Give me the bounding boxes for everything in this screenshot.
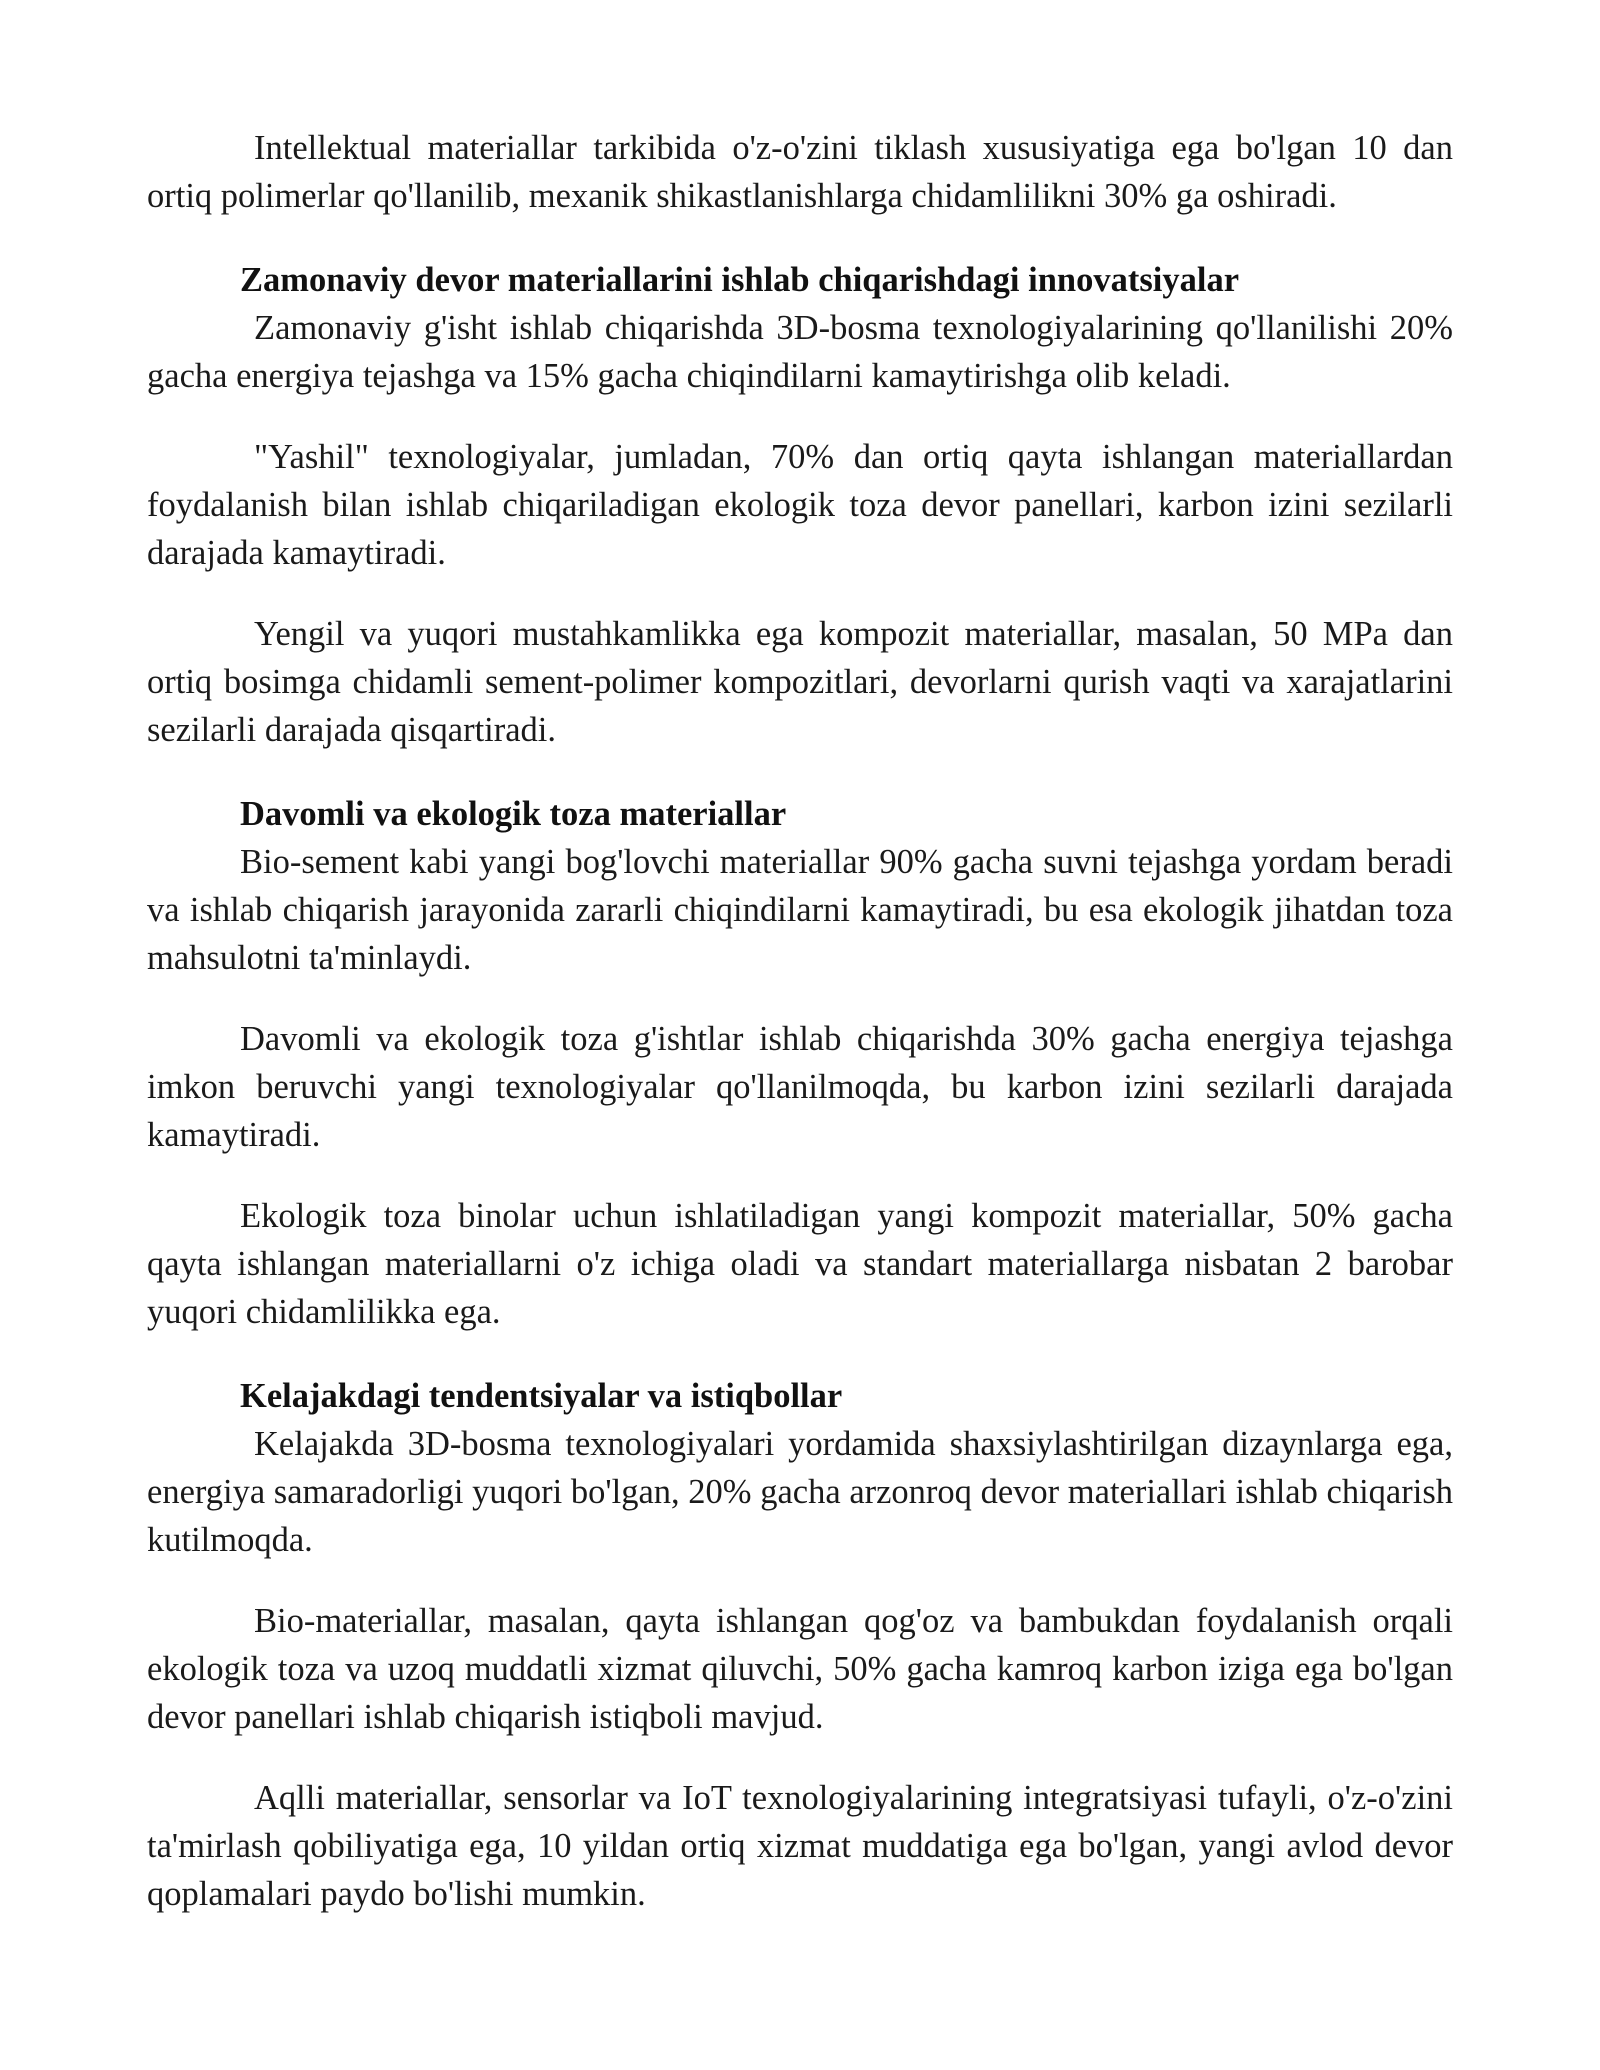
paragraph: Kelajakda 3D-bosma texnologiyalari yordamida shaxsiylashtirilgan dizaynlarga ega, energiya samaradorligi yuqori bo'lgan, 20% gacha arzonroq devor materiallari ishlab chiqarish kutilmoqda. bbox=[147, 1425, 1453, 1559]
paragraph: Davomli va ekologik toza g'ishtlar ishlab chiqarishda 30% gacha energiya tejashga imkon beruvchi yangi texnologiyalar qo'llanilmoqda, bu karbon izini sezilarli darajada kamaytiradi. bbox=[147, 1020, 1453, 1154]
paragraph: Aqlli materiallar, sensorlar va IoT texnologiyalarining integratsiyasi tufayli, o'z-o'zini ta'mirlash qobiliyatiga ega, 10 yildan ortiq xizmat muddatiga ega bo'lgan, yangi avlod devor qoplamalari paydo bo'lishi mumkin. bbox=[147, 1779, 1453, 1913]
section-heading: Davomli va ekologik toza materiallar bbox=[240, 795, 787, 833]
paragraph: Yengil va yuqori mustahkamlikka ega kompozit materiallar, masalan, 50 MPa dan ortiq bosimga chidamli sement-polimer kompozitlari, devorlarni qurish vaqti va xarajatlarini sezilarli darajada qisqartiradi. bbox=[147, 615, 1453, 749]
section-heading: Zamonaviy devor materiallarini ishlab chiqarishdagi innovatsiyalar bbox=[240, 261, 1240, 299]
paragraph: Intellektual materiallar tarkibida o'z-o'zini tiklash xususiyatiga ega bo'lgan 10 dan ortiq polimerlar qo'llanilib, mexanik shikastlanishlarga chidamlilikni 30% ga oshiradi. bbox=[147, 129, 1453, 215]
paragraph: Bio-materiallar, masalan, qayta ishlangan qog'oz va bambukdan foydalanish orqali ekologik toza va uzoq muddatli xizmat qiluvchi, 50% gacha kamroq karbon iziga ega bo'lgan devor panellari ishlab chiqarish istiqboli mavjud. bbox=[147, 1602, 1453, 1736]
document-body bbox=[147, 124, 1453, 1918]
paragraph: "Yashil" texnologiyalar, jumladan, 70% dan ortiq qayta ishlangan materiallardan foydalanish bilan ishlab chiqariladigan ekologik toza devor panellari, karbon izini sezilarli darajada kamaytiradi. bbox=[147, 438, 1453, 572]
section-heading: Kelajakdagi tendentsiyalar va istiqbollar bbox=[240, 1377, 843, 1415]
paragraph: Zamonaviy g'isht ishlab chiqarishda 3D-bosma texnologiyalarining qo'llanilishi 20% gacha energiya tejashga va 15% gacha chiqindilarni kamaytirishga olib keladi. bbox=[147, 309, 1453, 395]
paragraph: Bio-sement kabi yangi bog'lovchi materiallar 90% gacha suvni tejashga yordam beradi va ishlab chiqarish jarayonida zararli chiqindilarni kamaytiradi, bu esa ekologik jihatdan toza mahsulotni ta'minlaydi. bbox=[147, 843, 1453, 977]
paragraph: Ekologik toza binolar uchun ishlatiladigan yangi kompozit materiallar, 50% gacha qayta ishlangan materiallarni o'z ichiga oladi va standart materiallarga nisbatan 2 barobar yuqori chidamlilikka ega. bbox=[147, 1197, 1453, 1331]
